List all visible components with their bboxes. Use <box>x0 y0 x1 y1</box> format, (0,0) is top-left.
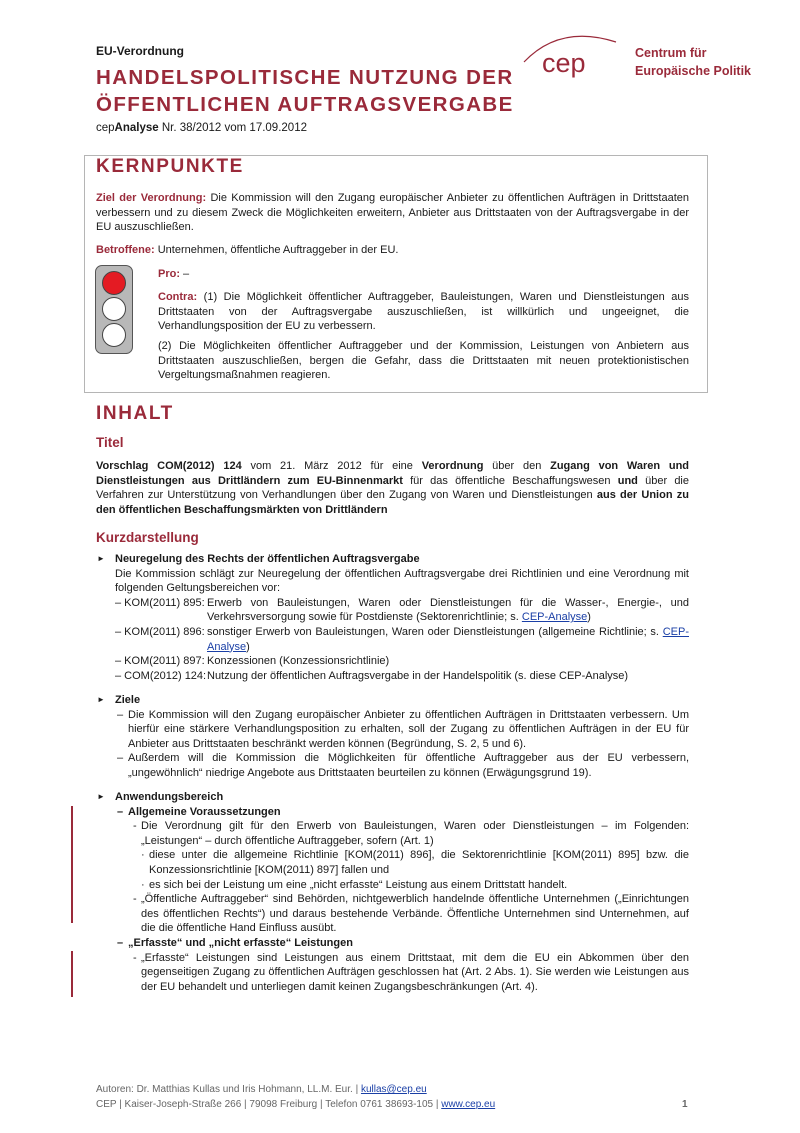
section-heading: ► Ziele <box>97 694 141 706</box>
analysis-reference: cepAnalyse Nr. 38/2012 vom 17.09.2012 <box>96 122 307 134</box>
traffic-light-red-lamp <box>102 271 126 295</box>
titel-text-run: und <box>617 474 638 487</box>
section-anwendungsbereich <box>96 790 689 994</box>
author-email-link[interactable]: kullas@cep.eu <box>360 1084 427 1095</box>
subsection-heading: – „Erfasste“ und „nicht erfasste“ Leistungen <box>117 936 353 949</box>
section-neuregelung <box>96 552 689 683</box>
titel-paragraph <box>96 459 689 517</box>
titel-text-run: vom 21. März 2012 für eine <box>241 460 422 472</box>
footer-authors: Autoren: Dr. Matthias Kullas und Iris Hohmann, LL.M. Eur. | kullas@cep.eu <box>96 1084 427 1095</box>
titel-text-run: aus der Union zu den öffentlichen Beschaffungsmärkten von Drittländern <box>96 489 689 516</box>
closing-parenthesis: ) <box>587 611 591 624</box>
document-title: HANDELSPOLITISCHE NUTZUNG DER ÖFFENTLICHEN AUFTRAGSVERGABE <box>96 66 514 116</box>
traffic-light-yellow-lamp <box>102 297 126 321</box>
titel-text-run: Zugang von Waren und Dienstleistungen aus Drittländern zum EU-Binnenmarkt <box>96 460 690 487</box>
list-item: · diese unter die allgemeine Richtlinie [KOM(2011) 896], die Sektorenrichtlinie [KOM(2011) 895] bzw. die Konzessionsrichtlinie [KOM(2011) 897] fallen und <box>141 849 689 876</box>
list-item: · es sich bei der Leistung um eine „nicht erfasste“ Leistung aus einem Drittstatt handelt. <box>141 878 568 891</box>
directive-list-item <box>96 596 689 625</box>
list-item: - „Öffentliche Auftraggeber“ sind Behörden, nichtgewerblich handelnde öffentliche Unternehmen („Einrichtungen des öffentlichen Rechts“) und daraus bestehende Verbände. Öffentliche Unternehmen sind Unternehmen, auf die die öffentliche Hand Einfluss ausübt. <box>133 893 689 935</box>
titel-text-run: Vorschlag COM(2012) 124 <box>96 460 242 472</box>
directive-description: Konzessionen (Konzessionsrichtlinie) <box>207 655 390 668</box>
titel-heading: Titel <box>96 435 124 450</box>
directive-list <box>96 596 689 684</box>
directive-code: – KOM(2011) 895: <box>115 596 205 609</box>
traffic-light-icon <box>95 265 133 354</box>
cep-logo <box>520 30 620 90</box>
closing-parenthesis: ) <box>246 640 250 653</box>
kernpunkte-contra: Contra: (1) Die Möglichkeit öffentlicher Auftraggeber, Bauleistungen, Waren und Dienstleistungen aus Drittstaaten von der Auftragsvergabe auszuschließen, ist willkürlich und ungeeignet, die Verhandlungsposition der EU zu verbessern. <box>158 291 689 333</box>
triangle-bullet-icon: ► <box>97 695 105 704</box>
logo-organisation-name: Centrum für Europäische Politik <box>635 46 752 78</box>
kernpunkte-pro: Pro: – <box>158 268 190 280</box>
kernpunkte-heading: KERNPUNKTE <box>96 156 244 177</box>
directive-list-item <box>96 654 689 669</box>
directive-description: Erwerb von Bauleistungen, Waren oder Dienstleistungen für die Wasser-, Energie-, und Verkehrsversorgung sowie für Postdienste (Sektorenrichtlinie; s. <box>207 596 689 624</box>
page-number: 1 <box>682 1099 688 1110</box>
website-link[interactable]: www.cep.eu <box>441 1099 496 1110</box>
section-intro: Die Kommission schlägt zur Neuregelung der öffentlichen Auftragsvergabe drei Richtlinien und eine Verordnung mit folgenden Geltungsbereichen vor: <box>115 567 689 595</box>
section-heading: ► Anwendungsbereich <box>97 791 224 803</box>
kernpunkte-ziel: Ziel der Verordnung: Die Kommission will den Zugang europäischer Anbieter zu öffentlichen Aufträgen in Drittstaaten verbessern und zu diesem Zweck die Möglichkeiten erweitern, Anbieter aus Drittstaaten von der Auftragsvergabe in der EU auszuschließen. <box>96 192 689 234</box>
kernpunkte-betroffene: Betroffene: Unternehmen, öffentliche Auftraggeber in der EU. <box>96 244 399 256</box>
kurzdarstellung-heading: Kurzdarstellung <box>96 530 199 545</box>
titel-text-run: über den <box>483 460 551 472</box>
change-marker-bar <box>71 951 73 997</box>
titel-text-run: Verordnung <box>421 460 484 472</box>
directive-code: – KOM(2011) 897: <box>115 655 205 668</box>
traffic-light-green-lamp <box>102 323 126 347</box>
directive-code: – COM(2012) 124: <box>115 669 207 682</box>
list-item: - „Erfasste“ Leistungen sind Leistungen aus einem Drittstaat, mit dem die EU ein Abkommen über den gegenseitigen Zugang zu öffentlichen Aufträgen geschlossen hat (Art. 2 Abs. 1). Sie werden wie Leistungen aus der EU behandelt und unterliegen damit keinen Zugangsbeschränkungen (Art. 4). <box>133 951 689 993</box>
inhalt-heading: INHALT <box>96 403 174 424</box>
titel-text-run: für das öffentliche Beschaffungswesen <box>402 474 618 487</box>
directive-code: – KOM(2011) 896: <box>115 625 205 638</box>
list-item: – Außerdem will die Kommission die Möglichkeiten für öffentliche Auftraggeber aus der EU verbessern, „ungewöhnlich“ niedrige Angebote aus Drittstaaten beurteilen zu können (Erwägungsgrund 19). <box>117 752 689 779</box>
kernpunkte-contra-2: (2) Die Möglichkeiten öffentlicher Auftraggeber und der Kommission, Leistungen von Anbietern aus Drittstaaten auszuschließen, bergen die Gefahr, dass die Drittstaaten mit neuen protektionistischen Vergeltungsmaßnahmen reagieren. <box>158 340 689 382</box>
section-heading: ► Neuregelung des Rechts der öffentlichen Auftragsvergabe <box>97 553 420 565</box>
cep-analyse-link[interactable]: CEP-Analyse <box>521 611 588 624</box>
cep-analyse-link[interactable]: CEP-Analyse <box>207 625 689 653</box>
change-marker-bar <box>71 806 73 923</box>
titel-text-run: über die Verfahren zur Unterstützung von Verhandlungen über den Zugang von Waren und Dienstleistungen <box>96 474 689 502</box>
document-type-label: EU-Verordnung <box>96 44 185 58</box>
triangle-bullet-icon: ► <box>97 792 105 801</box>
footer-address: CEP | Kaiser-Joseph-Straße 266 | 79098 Freiburg | Telefon 0761 38693-105 | www.cep.eu <box>96 1099 496 1110</box>
triangle-bullet-icon: ► <box>97 554 105 563</box>
directive-description: sonstiger Erwerb von Bauleistungen, Waren oder Dienstleistungen (allgemeine Richtlinie; s. <box>207 625 663 638</box>
list-item: - Die Verordnung gilt für den Erwerb von Bauleistungen, Waren oder Dienstleistungen – im Folgenden: „Leistungen“ – durch öffentliche Auftraggeber, sofern (Art. 1) <box>133 820 689 847</box>
directive-list-item <box>96 669 689 684</box>
svg-text:cep: cep <box>542 48 586 78</box>
subsection-heading: – Allgemeine Voraussetzungen <box>117 805 281 818</box>
section-ziele <box>96 693 689 781</box>
directive-description: Nutzung der öffentlichen Auftragsvergabe in der Handelspolitik (s. diese CEP-Analyse) <box>207 669 629 682</box>
directive-list-item <box>96 625 689 654</box>
list-item: – Die Kommission will den Zugang europäischer Anbieter zu öffentlichen Aufträgen in Drittstaaten verbessern. Um hierfür eine stärkere Verhandlungsposition zu erhalten, soll der Zugang zu öffentlichen Aufträgen in der EU für Anbieter aus Drittstaaten beschränkt werden können (Begründung, S. 2, 5 und 6). <box>117 708 689 750</box>
